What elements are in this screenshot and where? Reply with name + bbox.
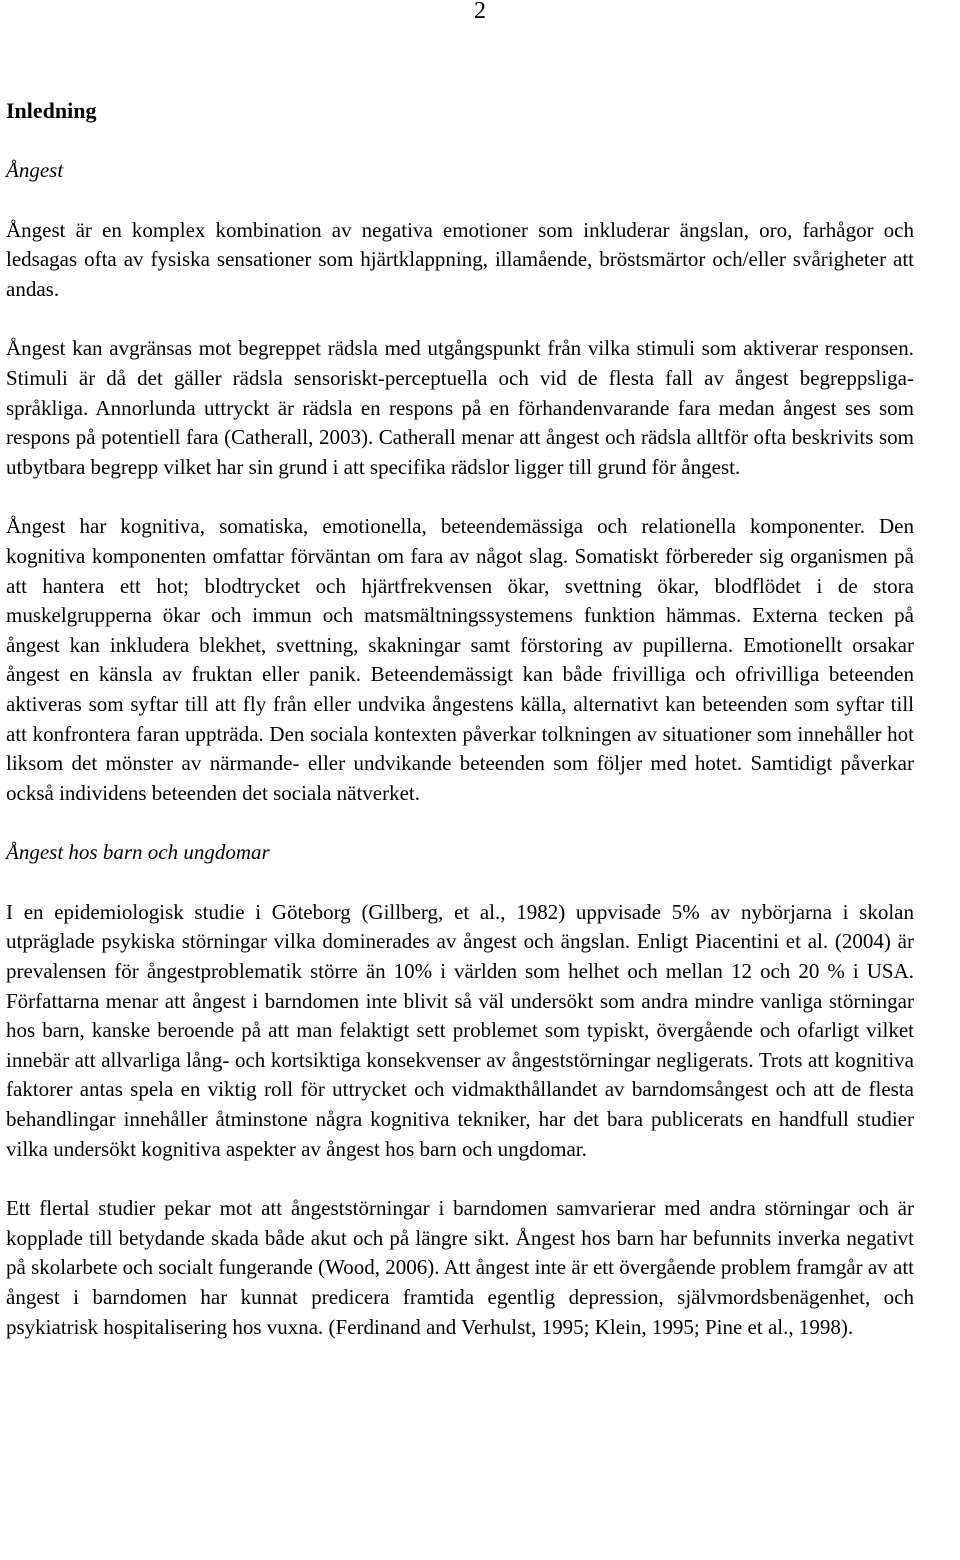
body-paragraph: Ångest är en komplex kombination av negativa emotioner som inkluderar ängslan, oro, farhågor och ledsagas ofta av fysiska sensationer som hjärtklappning, illamående, bröstsmärtor och/eller svårigheter att andas. [6, 217, 914, 301]
section-subheading: Ångest [6, 158, 64, 182]
body-paragraph: Ångest kan avgränsas mot begreppet rädsla med utgångspunkt från vilka stimuli som aktiverar responsen. Stimuli är då det gäller rädsla sensoriskt-perceptuella och vid de flesta fall av ångest begreppsliga-språkliga. Annorlunda uttryckt är rädsla en respons på en förhandenvarande fara medan ångest ses som respons på potentiell fara (Catherall, 2003). Catherall menar att ångest och rädsla alltför ofta beskrivits som utbytbara begrepp vilket har sin grund i att specifika rädslor ligger till grund för ångest. [6, 336, 914, 479]
body-paragraph: I en epidemiologisk studie i Göteborg (Gillberg, et al., 1982) uppvisade 5% av nybörjarna i skolan utpräglade psykiska störningar vilka dominerades av ångest och ängslan. Enligt Piacentini et al. (2004) är prevalensen för ångestproblematik större än 10% i världen som helhet och mellan 12 och 20 % i USA. Författarna menar att ångest i barndomen inte blivit så väl undersökt som andra mindre vanliga störningar hos barn, kanske beroende på att man felaktigt sett problemet som typiskt, övergående och ofarligt vilket innebär att allvarliga lång- och kortsiktiga konsekvenser av ångeststörningar negligerats. Trots att kognitiva faktorer antas spela en viktig roll för uttrycket och vidmakthållandet av barndomsångest och att de flesta behandlingar innehåller åtminstone några kognitiva tekniker, har det bara publicerats en handfull studier vilka undersökt kognitiva aspekter av ångest hos barn och ungdomar. [6, 899, 914, 1161]
section-subheading: Ångest hos barn och ungdomar [6, 840, 270, 865]
body-paragraph: Ett flertal studier pekar mot att ångeststörningar i barndomen samvarierar med andra störningar och är kopplade till betydande skada både akut och på längre sikt. Ångest hos barn har befunnits inverka negativt på skolarbete och socialt fungerande (Wood, 2006). Att ångest inte är ett övergående problem framgår av att ångest i barndomen har kunnat predicera framtida egentlig depression, självmordsbenägenhet, och psykiatrisk hospitalisering hos vuxna. (Ferdinand and Verhulst, 1995; Klein, 1995; Pine et al., 1998). [6, 1196, 914, 1339]
body-paragraph: Ångest har kognitiva, somatiska, emotionella, beteendemässiga och relationella komponenter. Den kognitiva komponenten omfattar förväntan om fara av något slag. Somatiskt förbereder sig organismen på att hantera ett hot; blodtrycket och hjärtfrekvensen ökar, svettning ökar, blodflödet i de stora muskelgrupperna ökar och immun och matsmältningssystemens funktion hämmas. Externa tecken på ångest kan inkludera blekhet, svettning, skakningar samt förstoring av pupillerna. Emotionellt orsakar ångest en känsla av fruktan eller panik. Beteendemässigt kan både frivilliga och ofrivilliga beteenden aktiveras som syftar till att fly från eller undvika ångestens källa, alternativt kan beteenden som syftar till att konfrontera faran uppträda. Den sociala kontexten påverkar tolkningen av situationer som innehåller hot liksom det mönster av närmande- eller undvikande beteenden som följer med hotet. Samtidigt påverkar också individens beteenden det sociala nätverket. [6, 514, 914, 805]
page-number: 2 [474, 0, 486, 24]
chapter-heading: Inledning [6, 98, 97, 123]
document-body [6, 96, 914, 1342]
